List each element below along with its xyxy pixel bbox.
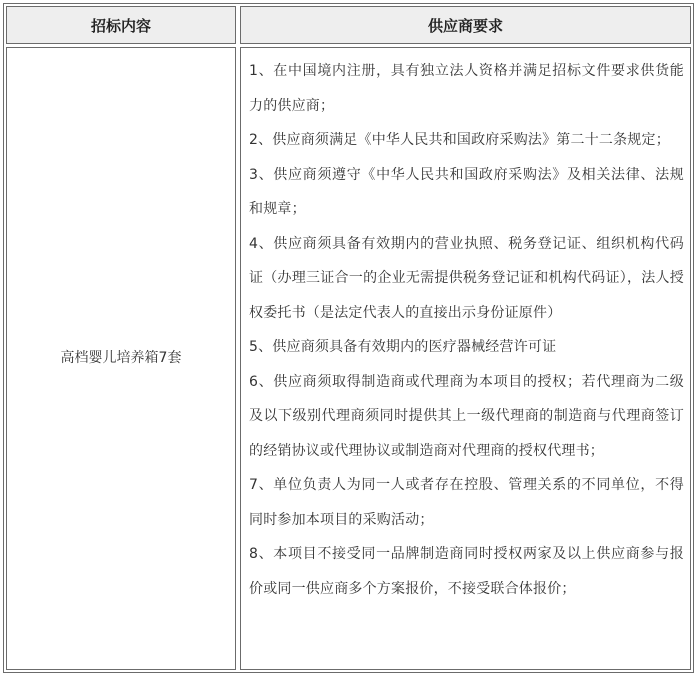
requirement-item-7: 7、单位负责人为同一人或者存在控股、管理关系的不同单位，不得同时参加本项目的采购活动；: [249, 477, 684, 528]
header-supplier-requirements: 供应商要求: [240, 6, 691, 44]
requirements-cell: [240, 47, 691, 670]
procurement-table: [3, 3, 694, 673]
requirement-item-3: 3、供应商须遵守《中华人民共和国政府采购法》及相关法律、法规和规章；: [249, 166, 684, 217]
requirement-item-1: 1、在中国境内注册，具有独立法人资格并满足招标文件要求供货能力的供应商；: [249, 63, 684, 114]
requirement-item-6: 6、供应商须取得制造商或代理商为本项目的授权；若代理商为二级及以下级别代理商须同时提供其上一级代理商的制造商与代理商签订的经销协议或代理协议或制造商对代理商的授权代理书；: [249, 373, 684, 459]
requirement-item-5: 5、供应商须具备有效期内的医疗器械经营许可证: [249, 339, 557, 355]
requirement-item-2: 2、供应商须满足《中华人民共和国政府采购法》第二十二条规定；: [249, 132, 670, 148]
requirement-item-4: 4、供应商须具备有效期内的营业执照、税务登记证、组织机构代码证（办理三证合一的企业无需提供税务登记证和机构代码证），法人授权委托书（是法定代表人的直接出示身份证原件）: [249, 235, 684, 321]
requirement-item-8: 8、本项目不接受同一品牌制造商同时授权两家及以上供应商参与报价或同一供应商多个方案报价，不接受联合体报价；: [249, 546, 684, 597]
header-tender-content: 招标内容: [6, 6, 236, 44]
tender-item: 高档婴儿培养箱7套: [6, 47, 236, 670]
